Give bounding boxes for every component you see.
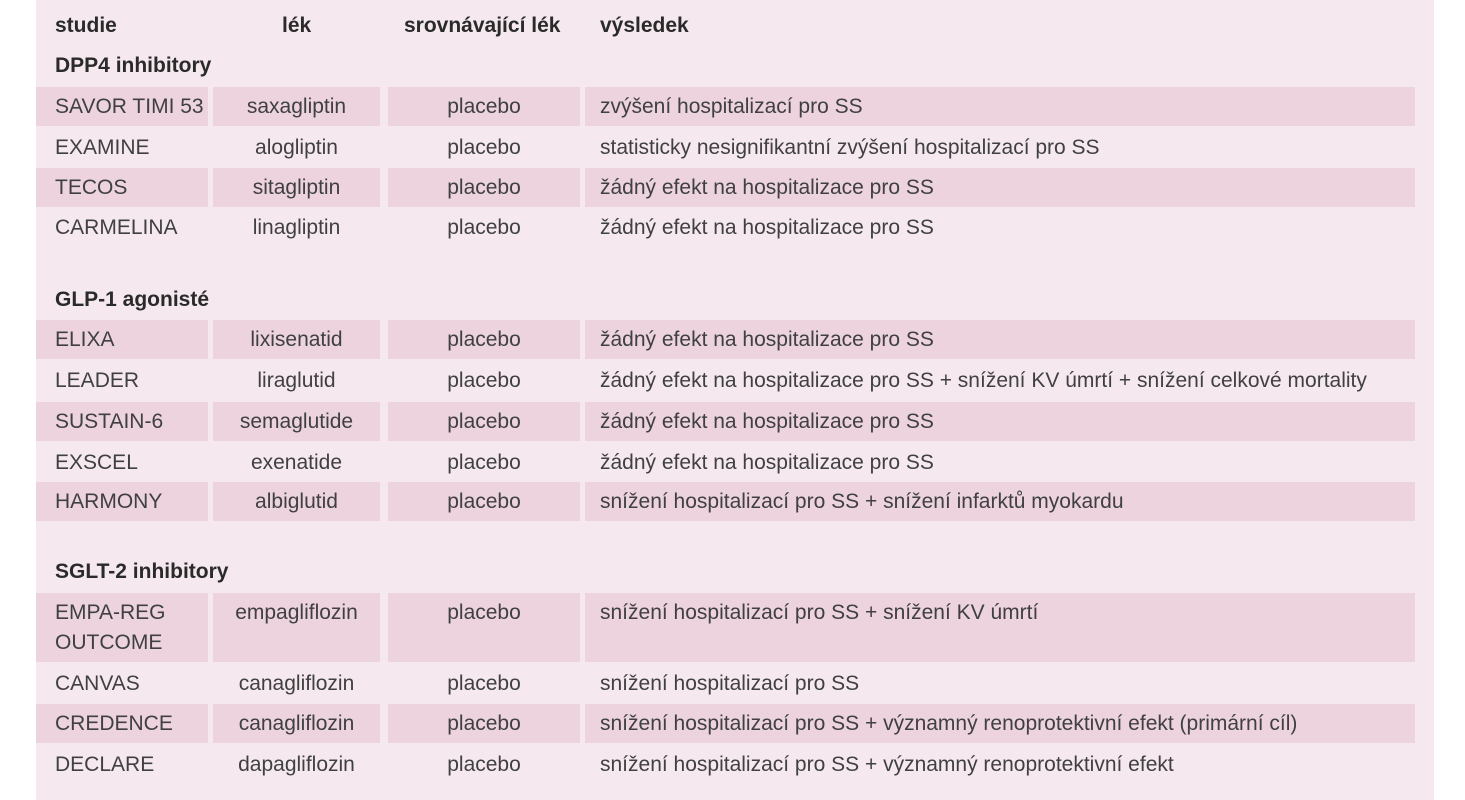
cell-study: DECLARE <box>55 753 155 776</box>
table-row <box>36 482 1416 521</box>
cell-result: žádný efekt na hospitalizace pro SS <box>585 402 1415 441</box>
cell-study: EXSCEL <box>55 451 138 474</box>
cell-comparator: placebo <box>388 482 580 521</box>
cell-comparator: placebo <box>447 672 521 695</box>
table-row <box>36 128 1416 166</box>
cell-drug: canagliflozin <box>213 704 380 743</box>
cell-study: EXAMINE <box>55 136 150 159</box>
cell-comparator: placebo <box>388 87 580 126</box>
cell-drug: sitagliptin <box>213 168 380 207</box>
cell-comparator: placebo <box>447 451 521 474</box>
cell-study: CREDENCE <box>36 704 208 743</box>
cell-study: HARMONY <box>36 482 208 521</box>
cell-study: TECOS <box>36 168 208 207</box>
cell-drug: dapagliflozin <box>238 753 355 776</box>
group-title-dpp4: DPP4 inhibitory <box>55 54 212 77</box>
cell-result: zvýšení hospitalizací pro SS <box>585 87 1415 126</box>
header-comparator: srovnávající lék <box>404 14 561 37</box>
table-row <box>36 320 1416 359</box>
cell-comparator: placebo <box>447 369 521 392</box>
table-row <box>36 704 1416 743</box>
cell-drug: canagliflozin <box>238 672 355 695</box>
cell-result: žádný efekt na hospitalizace pro SS <box>585 168 1415 207</box>
cell-result: žádný efekt na hospitalizace pro SS + snížení KV úmrtí + snížení celkové mortality <box>600 369 1367 392</box>
cell-result: snížení hospitalizací pro SS + významný renoprotektivní efekt (primární cíl) <box>585 704 1415 743</box>
cell-drug: lixisenatid <box>213 320 380 359</box>
cell-comparator: placebo <box>447 753 521 776</box>
table-row <box>36 664 1416 702</box>
cell-drug: exenatide <box>250 451 343 474</box>
cell-result: snížení hospitalizací pro SS + snížení infarktů myokardu <box>585 482 1415 521</box>
cell-study: SAVOR TIMI 53 <box>36 87 208 126</box>
cell-result: snížení hospitalizací pro SS <box>600 672 860 695</box>
cell-drug: linagliptin <box>252 216 341 239</box>
cell-study: EMPA-REG OUTCOME <box>36 593 208 662</box>
header-study: studie <box>55 14 117 37</box>
cell-result: snížení hospitalizací pro SS + významný renoprotektivní efekt <box>600 753 1174 776</box>
table-row <box>36 443 1416 481</box>
cell-drug: saxagliptin <box>213 87 380 126</box>
cell-study: CARMELINA <box>55 216 178 239</box>
header-result: výsledek <box>600 14 689 37</box>
cell-result: snížení hospitalizací pro SS + snížení KV úmrtí <box>585 593 1415 662</box>
cell-study: SUSTAIN-6 <box>36 402 208 441</box>
table-row <box>36 402 1416 441</box>
cell-result: žádný efekt na hospitalizace pro SS <box>585 320 1415 359</box>
cell-drug: albiglutid <box>213 482 380 521</box>
cell-comparator: placebo <box>447 216 521 239</box>
group-title-sglt2: SGLT-2 inhibitory <box>55 560 229 583</box>
cell-result: žádný efekt na hospitalizace pro SS <box>600 451 934 474</box>
cell-drug: semaglutide <box>213 402 380 441</box>
header-drug: lék <box>282 14 312 37</box>
table-row <box>36 593 1416 662</box>
cell-study: LEADER <box>55 369 140 392</box>
cell-comparator: placebo <box>447 136 521 159</box>
cell-study: ELIXA <box>36 320 208 359</box>
table-row <box>36 168 1416 207</box>
group-title-glp1: GLP-1 agonisté <box>55 288 210 311</box>
cell-result: žádný efekt na hospitalizace pro SS <box>600 216 934 239</box>
cell-result: statisticky nesignifikantní zvýšení hospitalizací pro SS <box>600 136 1100 159</box>
cell-study: CANVAS <box>55 672 140 695</box>
cell-drug: empagliflozin <box>213 593 380 662</box>
cell-comparator: placebo <box>388 593 580 662</box>
cell-comparator: placebo <box>388 320 580 359</box>
table-row <box>36 361 1416 399</box>
cell-comparator: placebo <box>388 402 580 441</box>
cell-drug: alogliptin <box>255 136 338 159</box>
table-row <box>36 745 1416 783</box>
cell-comparator: placebo <box>388 704 580 743</box>
cell-drug: liraglutid <box>257 369 336 392</box>
table-row <box>36 208 1416 246</box>
table-row <box>36 87 1416 126</box>
cell-comparator: placebo <box>388 168 580 207</box>
